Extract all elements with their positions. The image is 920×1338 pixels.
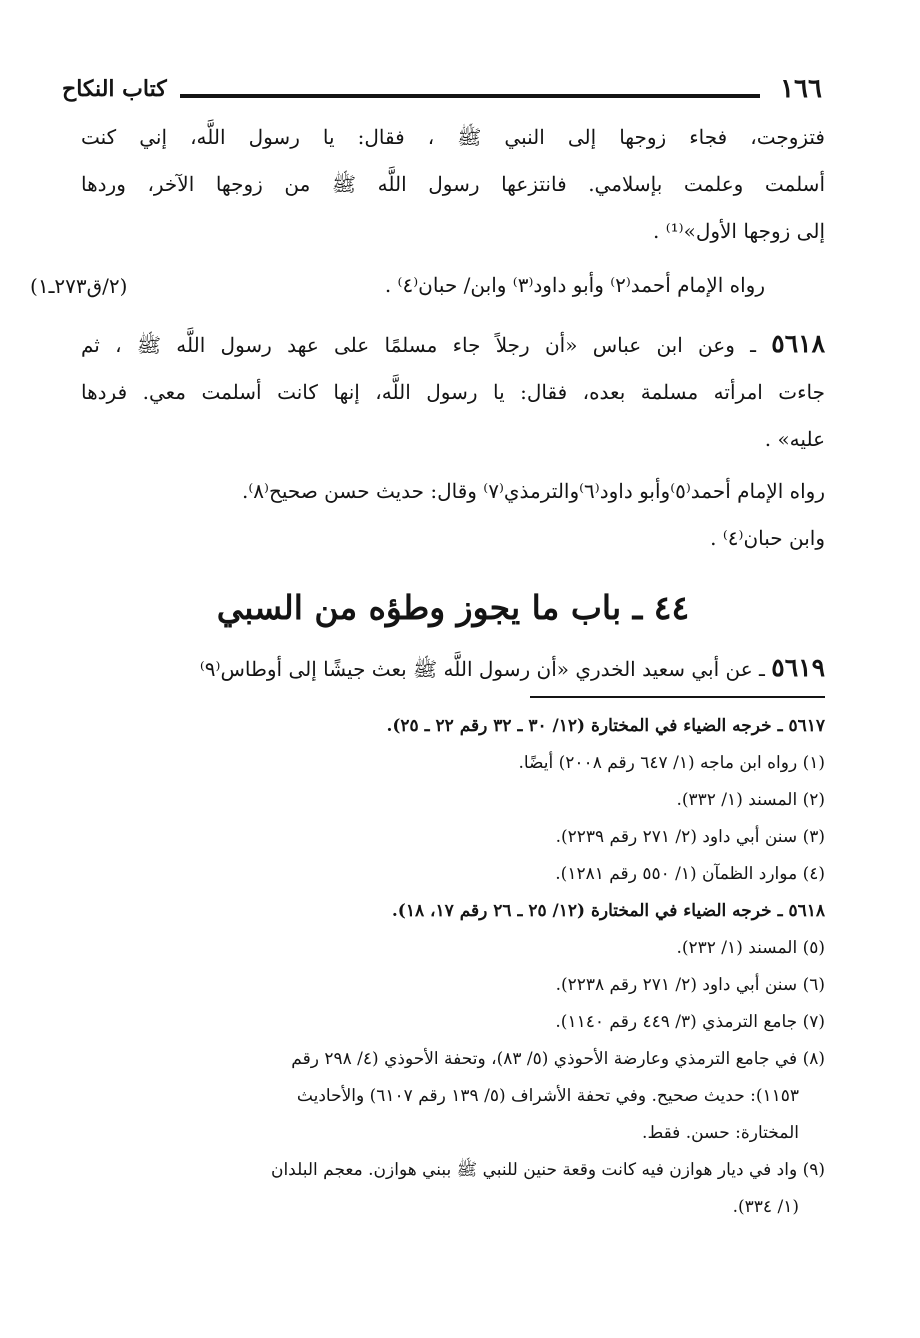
text-line: إلى زوجها الأول»⁽¹⁾ . [653, 219, 825, 243]
footnote-continuation: ١١٥٣): حديث صحيح. وفي تحفة الأشراف (٥/ ١٣٩ رقم ٦١٠٧) والأحاديث [296, 1086, 799, 1106]
page-number: ١٦٦ [780, 74, 822, 104]
footnote: (٤) موارد الظمآن (١/ ٥٥٠ رقم ١٢٨١). [555, 864, 825, 884]
narration-line: رواه الإمام أحمد⁽٥⁾وأبو داود⁽٦⁾والترمذي⁽٧⁾ وقال: حديث حسن صحيح⁽٨⁾. [242, 479, 825, 503]
footnote: (٥) المسند (١/ ٢٣٢). [676, 938, 825, 958]
hadith-number: ٥٦١٨ [771, 329, 826, 358]
text-line [81, 644, 825, 693]
page-header [62, 72, 822, 106]
footnote-continuation: (١/ ٣٣٤). [732, 1197, 799, 1217]
footnote: (١) رواه ابن ماجه (١/ ٦٤٧ رقم ٢٠٠٨) أيضًا. [518, 753, 825, 773]
hadith-5618-narration [81, 468, 825, 562]
text-line [81, 320, 825, 369]
hadith-text: ـ عن أبي سعيد الخدري «أن رسول اللَّه ﷺ بعث جيشًا إلى أوطاس⁽٩⁾ [199, 657, 765, 681]
narration-line: رواه الإمام أحمد⁽٢⁾ وأبو داود⁽٣⁾ وابن/ حبان⁽٤⁾ . [384, 273, 765, 297]
margin-manuscript-ref: (٢/ق٢٧٣ـ١) [30, 274, 128, 298]
footnote-separator [530, 696, 825, 698]
text-line: جاءت امرأته مسلمة بعده، فقال: يا رسول اللَّه، إنها كانت أسلمت معي. فردها [81, 380, 825, 404]
hadith-number: ٥٦١٩ [771, 653, 825, 682]
footnote: (٣) سنن أبي داود (٢/ ٢٧١ رقم ٢٢٣٩). [555, 827, 825, 847]
hadith-5617-continuation [81, 114, 825, 255]
footnote: ٥٦١٧ ـ خرجه الضياء في المختارة (١٢/ ٣٠ ـ ٣٢ رقم ٢٢ ـ ٢٥). [386, 716, 825, 736]
footnote: ٥٦١٨ ـ خرجه الضياء في المختارة (١٢/ ٢٥ ـ ٢٦ رقم ١٧، ١٨). [391, 901, 825, 921]
footnote: (٧) جامع الترمذي (٣/ ٤٤٩ رقم ١١٤٠). [555, 1012, 825, 1032]
footnote: (٩) واد في ديار هوازن فيه كانت وقعة حنين للنبي ﷺ ببني هوازن. معجم البلدان [270, 1160, 825, 1180]
section-heading: ٤٤ ـ باب ما يجوز وطؤه من السبي [216, 588, 690, 627]
hadith-5618 [81, 320, 825, 463]
text-line: فتزوجت، فجاء زوجها إلى النبي ﷺ ، فقال: يا رسول اللَّه، إني كنت [81, 125, 825, 149]
text-line: عليه» . [764, 427, 825, 451]
footnote-continuation: المختارة: حسن. فقط. [642, 1123, 799, 1143]
hadith-5619 [81, 644, 825, 693]
running-title: كتاب النكاح [62, 76, 167, 102]
narration-line: وابن حبان⁽٤⁾ . [710, 526, 825, 550]
footnotes [81, 708, 825, 1226]
footnote: (٦) سنن أبي داود (٢/ ٢٧١ رقم ٢٢٣٨). [555, 975, 825, 995]
footnote: (٢) المسند (١/ ٣٣٢). [676, 790, 825, 810]
header-rule [180, 94, 760, 98]
hadith-text: ـ وعن ابن عباس «أن رجلاً جاء مسلمًا على عهد رسول اللَّه ﷺ ، ثم [81, 333, 757, 357]
footnote: (٨) في جامع الترمذي وعارضة الأحوذي (٥/ ٨٣)، وتحفة الأحوذي (٤/ ٢٩٨ رقم [291, 1049, 825, 1069]
hadith-5617-narration [81, 262, 765, 309]
text-line: أسلمت وعلمت بإسلامي. فانتزعها رسول اللَّه ﷺ من زوجها الآخر، وردها [81, 172, 825, 196]
